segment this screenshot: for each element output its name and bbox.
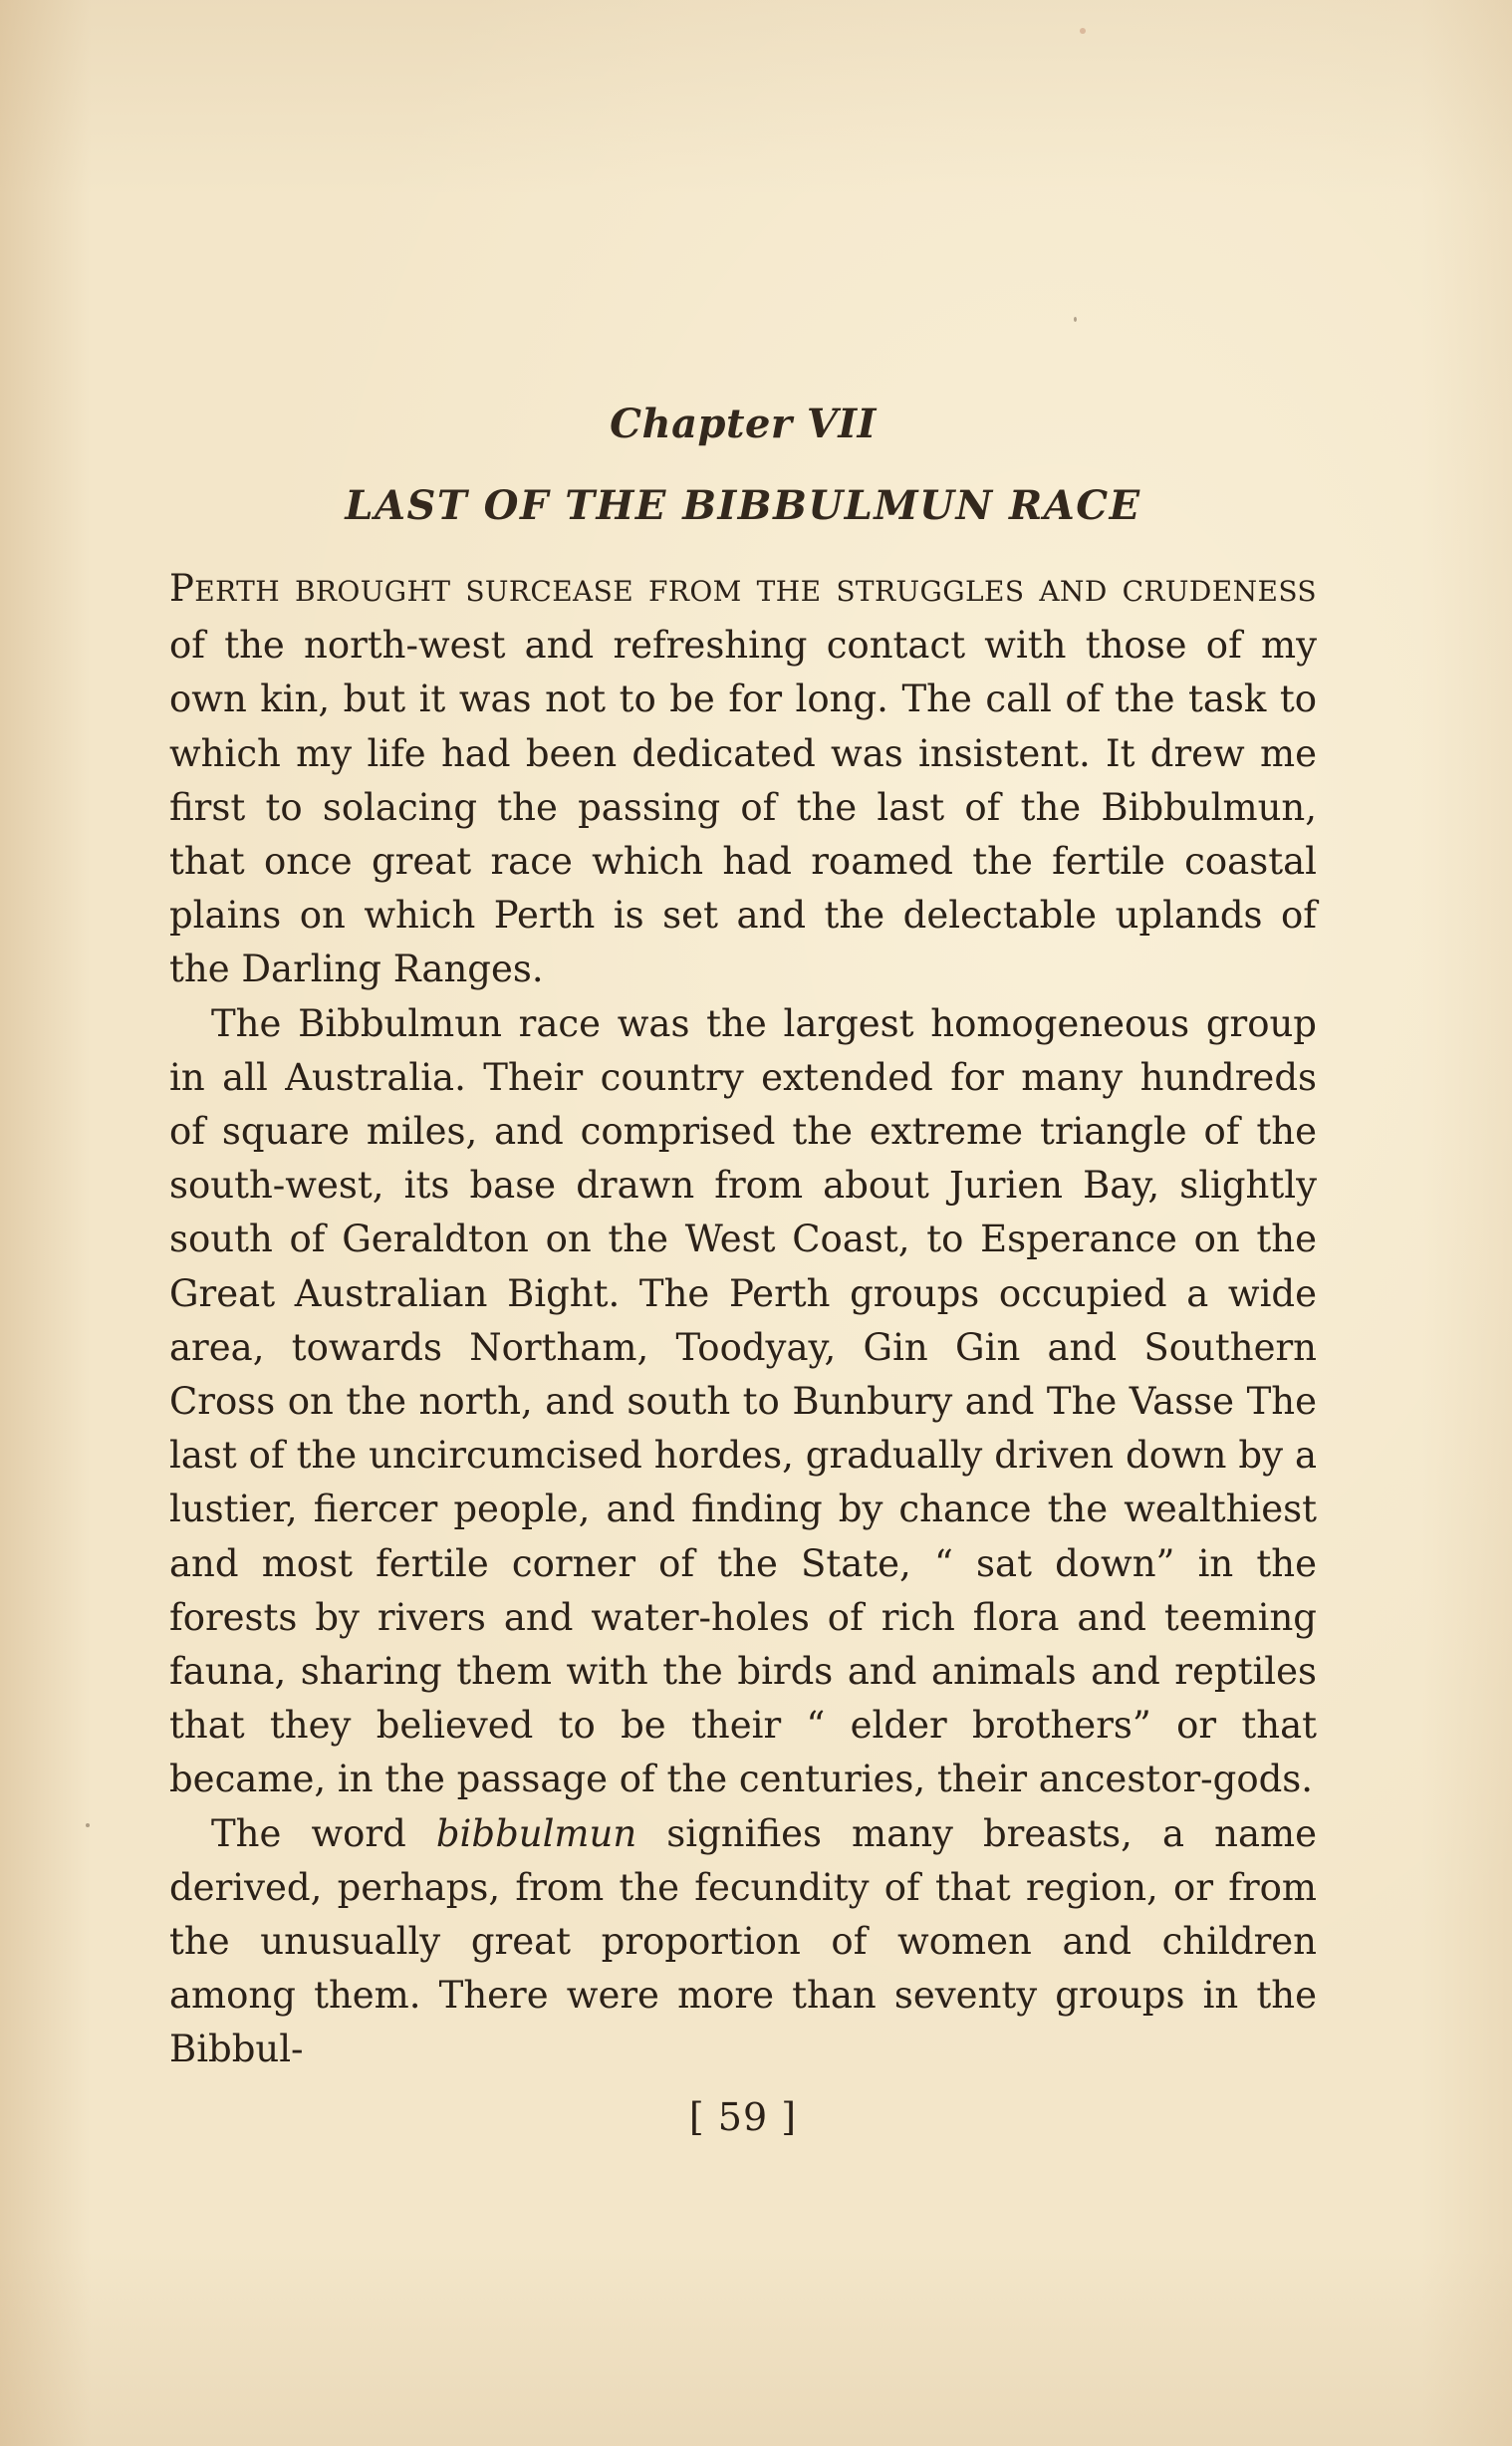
paper-speck [86, 1823, 90, 1827]
body-text [169, 562, 1317, 2077]
paragraph-3-after: signifies many breasts, a name derived, perhaps, from the fecundity of that region, or from the unusually great proportion of women and children among them. There were more than seventy groups in the Bibbul- [169, 1811, 1318, 2071]
paper-speck [1080, 28, 1086, 34]
chapter-title: LAST OF THE BIBBULMUN RACE [345, 482, 1141, 529]
paragraph-3-before: The word [211, 1811, 436, 1855]
paragraph-1-text: of the north-west and refreshing contact with those of my own kin, but it was not to be for long. The call of the task to which my life had been dedicated was insistent. It drew me first to solacing the passing of the last of the Bibbulmun, that once great race which had roamed the fertile coastal plains on which Perth is set and the delectable uplands of the Darling Ranges. [169, 624, 1317, 991]
chapter-label: Chapter VII [610, 401, 877, 447]
page-number: [ 59 ] [688, 2094, 798, 2139]
paragraph-1-lead: PERTH BROUGHT SURCEASE FROM THE STRUGGLES AND CRUDENESS [169, 567, 1317, 610]
paper-speck [1074, 317, 1077, 322]
paragraph-3-italic-term: bibbulmun [435, 1811, 637, 1855]
paragraph-2: The Bibbulmun race was the largest homogeneous group in all Australia. Their country extended for many hundreds of square miles, and comprised the extreme triangle of the south-west, its base drawn from about Jurien Bay, slightly south of Geraldton on the West Coast, to Esperance on the Great Australian Bight. The Perth groups occupied a wide area, towards Northam, Toodyay, Gin Gin and Southern Cross on the north, and south to Bunbury and The Vasse The last of the uncircumcised hordes, gradually driven down by a lustier, fiercer people, and finding by chance the wealthiest and most fertile corner of the State, “ sat down” in the forests by rivers and water-holes of rich flora and teeming fauna, sharing them with the birds and animals and reptiles that they believed to be their “ elder brothers” or that became, in the passage of the centuries, their ancestor-gods. [169, 1001, 1317, 1801]
paragraph-1 [169, 562, 1317, 997]
paragraph-3 [169, 1807, 1317, 2077]
book-page [169, 399, 1317, 2139]
